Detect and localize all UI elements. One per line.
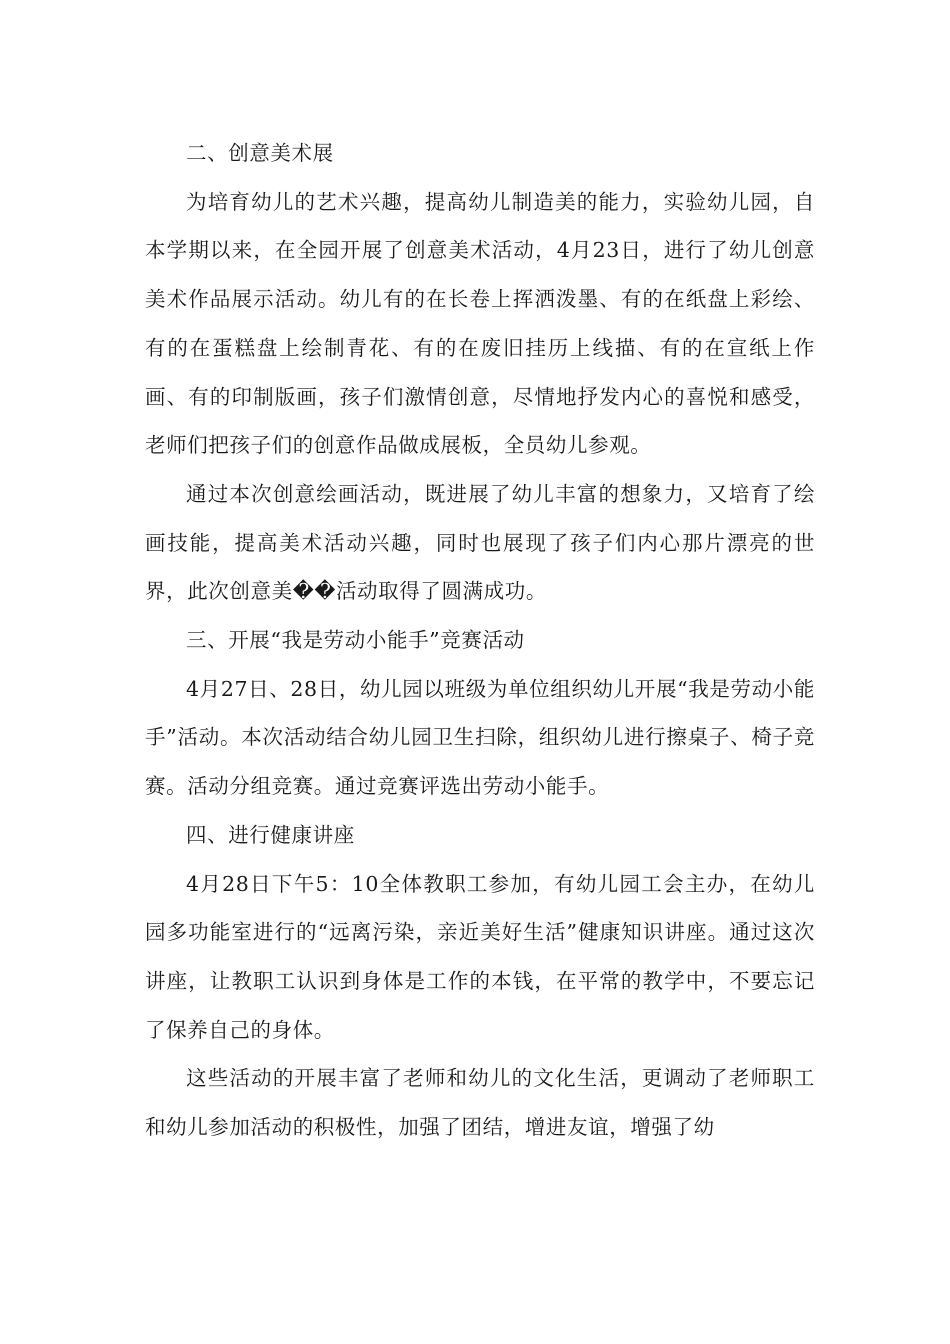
paragraph-art-exhibition-result: 通过本次创意绘画活动，既进展了幼儿丰富的想象力，又培育了绘画技能，提高美术活动兴趣，同时也展现了孩子们内心那片漂亮的世界，此次创意美��活动取得了圆满成功。: [145, 481, 815, 604]
section-heading-health-lecture: 四、进行健康讲座: [186, 822, 355, 847]
paragraph-art-exhibition-description: 为培育幼儿的艺术兴趣，提高幼儿制造美的能力，实验幼儿园，自本学期以来，在全园开展了创意美术活动，4月23日，进行了幼儿创意美术作品展示活动。幼儿有的在长卷上挥洒泼墨、有的在纸盘上彩绘、有的在蛋糕盘上绘制青花、有的在废旧挂历上线描、有的在宣纸上作画、有的印制版画，孩子们激情创意，尽情地抒发内心的喜悦和感受，老师们把孩子们的创意作品做成展板，全员幼儿参观。: [145, 189, 815, 458]
paragraph-labor-contest-description: 4月27日、28日，幼儿园以班级为单位组织幼儿开展“我是劳动小能手”活动。本次活动结合幼儿园卫生扫除，组织幼儿进行擦桌子、椅子竞赛。活动分组竞赛。通过竞赛评选出劳动小能手。: [145, 676, 815, 799]
section-heading-art-exhibition: 二、创意美术展: [186, 141, 334, 165]
document-body: [145, 129, 815, 1152]
paragraph-summary: 这些活动的开展丰富了老师和幼儿的文化生活，更调动了老师职工和幼儿参加活动的积极性，加强了团结，增进友谊，增强了幼: [145, 1066, 815, 1140]
section-heading-labor-contest: 三、开展“我是劳动小能手”竞赛活动: [186, 628, 525, 653]
paragraph-health-lecture-description: 4月28日下午5：10全体教职工参加，有幼儿园工会主办，在幼儿园多功能室进行的“远离污染，亲近美好生活”健康知识讲座。通过这次讲座，让教职工认识到身体是工作的本钱，在平常的教学中，不要忘记了保养自己的身体。: [145, 871, 815, 1042]
